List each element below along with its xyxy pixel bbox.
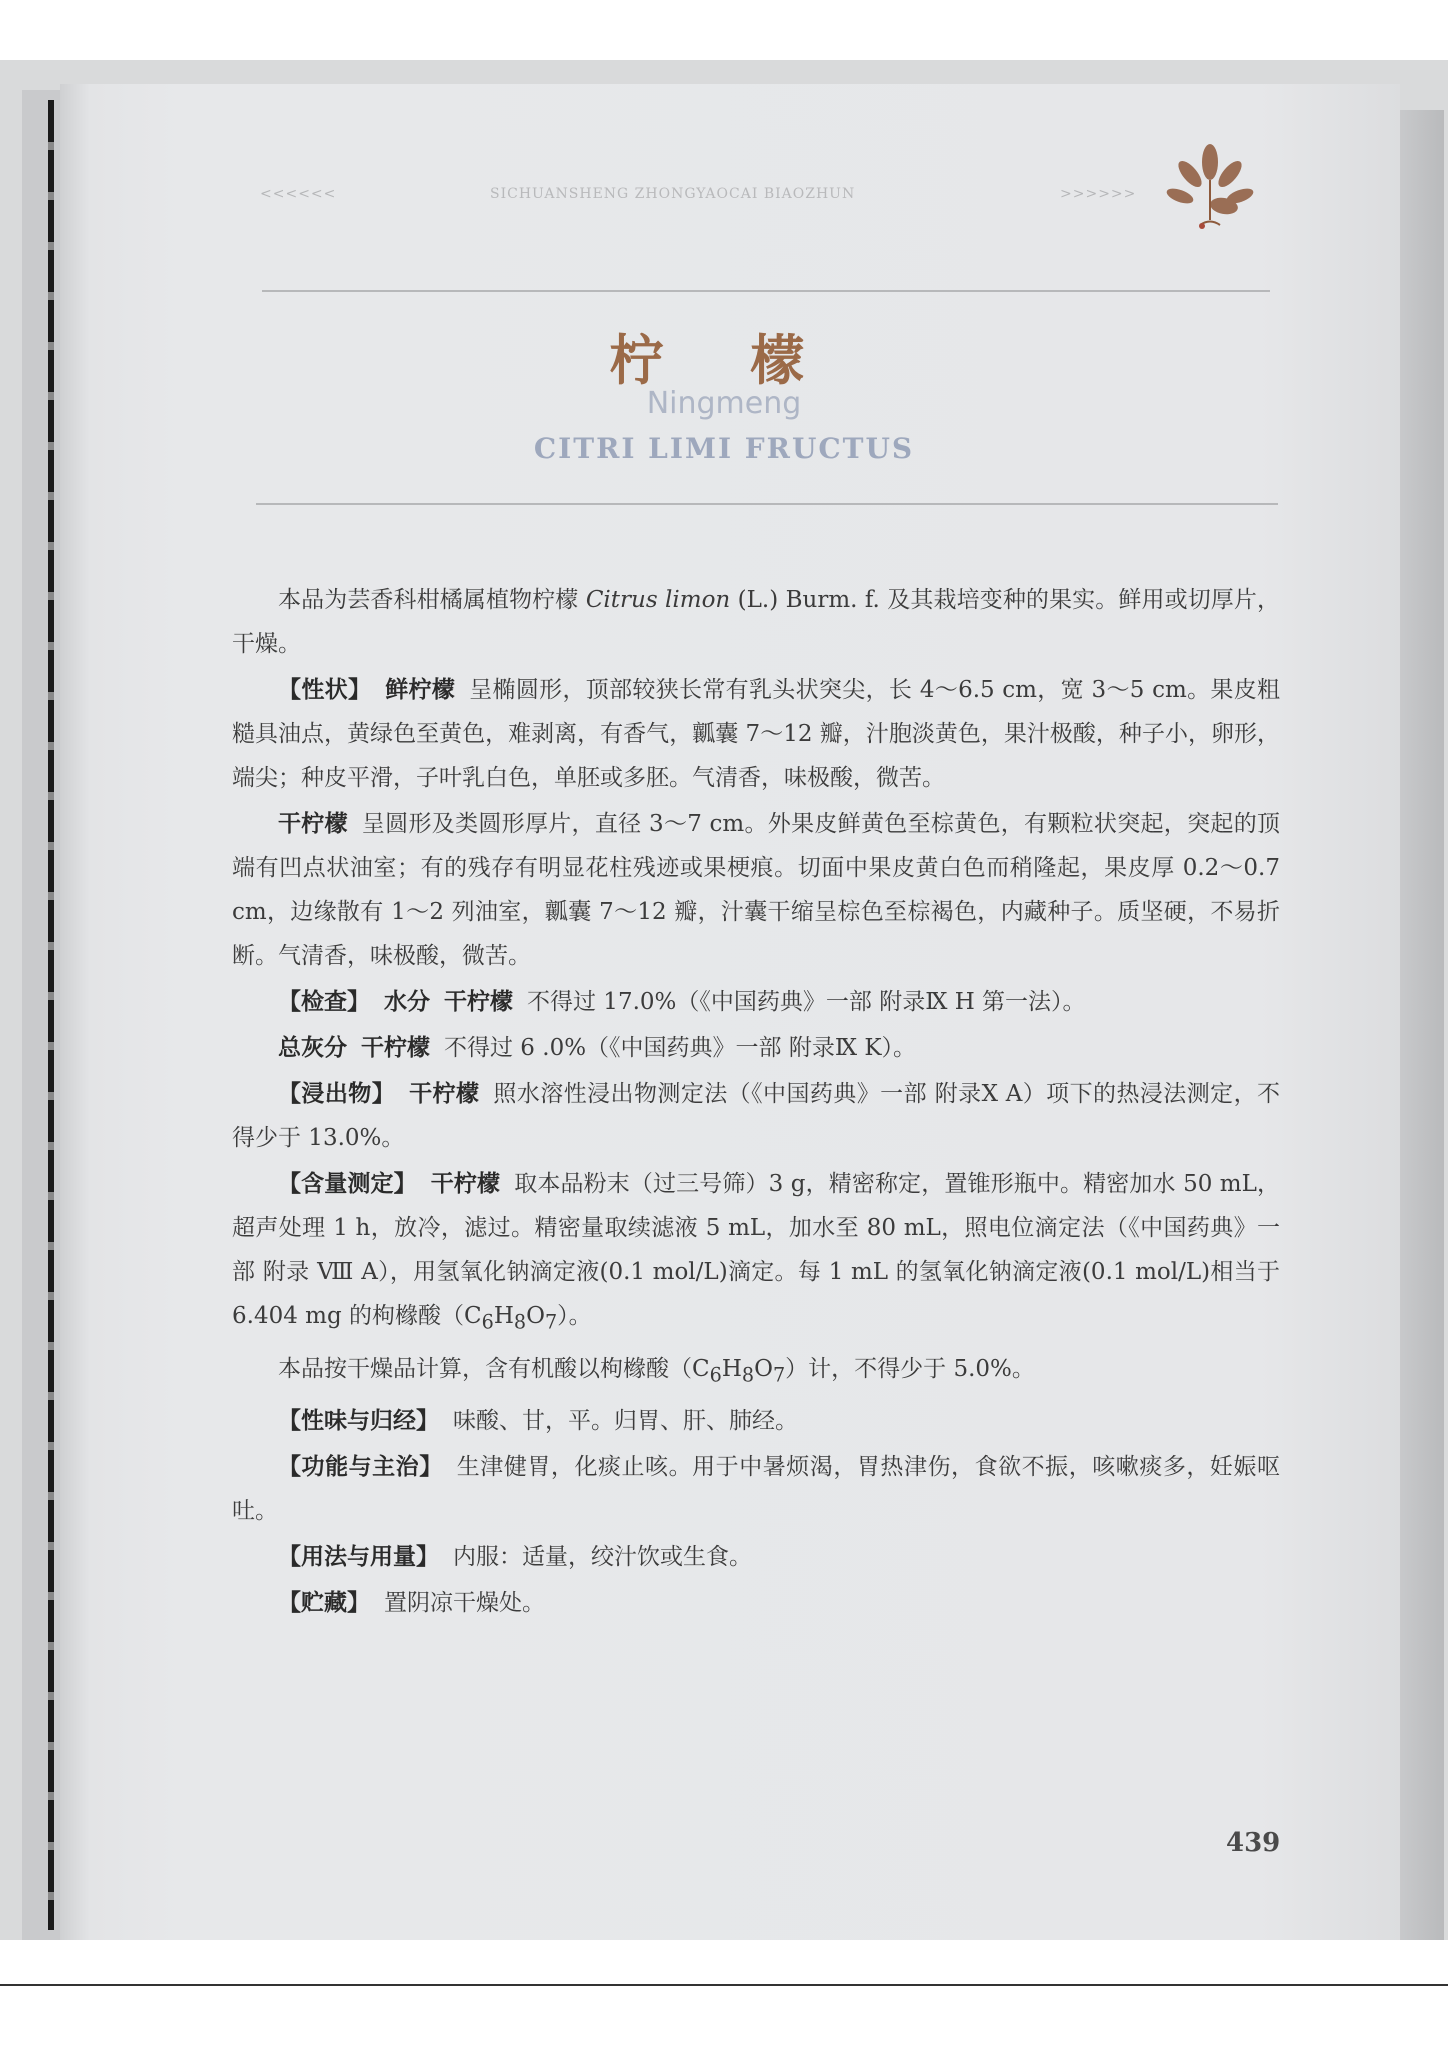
formula-part: H: [493, 1303, 514, 1329]
xingwei-text: 味酸、甘，平。归胃、肝、肺经。: [453, 1408, 798, 1435]
subscript: 6: [481, 1310, 494, 1334]
title-latin: CITRI LIMI FRUCTUS: [533, 432, 915, 465]
subscript: 7: [772, 1363, 786, 1387]
subscript: 6: [709, 1363, 722, 1387]
jiancha-text: 不得过 17.0%（《中国药典》一部 附录Ⅸ H 第一法）。: [527, 989, 1086, 1015]
hanliang-paragraph: [232, 1162, 1280, 1345]
title-pinyin: Ningmeng: [646, 386, 802, 421]
section-label: 【浸出物】: [278, 1081, 396, 1107]
ganzao-paragraph: [232, 1347, 1280, 1398]
formula-part: O: [754, 1355, 773, 1382]
intro-paragraph: [232, 578, 1280, 666]
section-label: 【用法与用量】: [278, 1544, 439, 1571]
ganzao-text: 本品按干燥品计算，含有机酸以枸橼酸（C: [278, 1355, 710, 1382]
section-label: 【含量测定】: [278, 1171, 417, 1197]
subscript: 8: [741, 1363, 755, 1387]
jinchuwu-paragraph: [232, 1072, 1280, 1160]
sub-label: 干柠檬: [430, 1171, 501, 1197]
xingzhuang-text: 呈椭圆形，顶部较狭长常有乳头状突尖，长 4～6.5 cm，宽 3～5 cm。果皮粗糙具油点，黄绿色至黄色，难剥离，有香气，瓤囊 7～12 瓣，汁胞淡黄色，果汁极酸，种子小，卵形，端尖；种皮平滑，子叶乳白色，单胚或多胚。气清香，味极酸，微苦。: [232, 677, 1281, 791]
xingzhuang-paragraph: [232, 668, 1280, 800]
zhucang-paragraph: [232, 1581, 1280, 1625]
intro-c: (L.) Burm. f. 及其栽培变种的果实。鲜用或切厚片，干燥。: [232, 587, 1281, 657]
section-label: 【性味与归经】: [278, 1408, 439, 1435]
section-label: 【性状】: [278, 677, 372, 703]
sub-label: 干柠檬: [444, 989, 513, 1015]
sub-label: 鲜柠檬: [385, 677, 456, 703]
sub-label: 干柠檬: [278, 811, 348, 837]
latin-species: Citrus limon: [585, 587, 731, 613]
monograph-body: [232, 578, 1280, 1625]
section-label: 【功能与主治】: [278, 1454, 443, 1481]
scan-border: [0, 1984, 1448, 1986]
section-label: 【检查】: [278, 989, 370, 1015]
title-rule: [256, 503, 1278, 505]
subscript: 7: [544, 1310, 558, 1334]
leaf-logo-icon: [1160, 140, 1260, 240]
jinchuwu-text: 照水溶性浸出物测定法（《中国药典》一部 附录X A）项下的热浸法测定，不得少于 13.0%。: [232, 1081, 1281, 1151]
header-arrows-left: <<<<<<: [260, 186, 337, 202]
huifen-paragraph: [232, 1026, 1280, 1070]
gongneng-paragraph: [232, 1445, 1280, 1533]
sub-label: 水分: [384, 989, 430, 1015]
running-title: SICHUANSHENG ZHONGYAOCAI BIAOZHUN: [490, 186, 856, 202]
section-label: 【贮藏】: [278, 1590, 370, 1617]
xingwei-paragraph: [232, 1399, 1280, 1443]
yongfa-text: 内服：适量，绞汁饮或生食。: [453, 1544, 752, 1571]
sub-label: 总灰分: [278, 1035, 347, 1061]
hanliang-text: 取本品粉末（过三号筛）3 g，精密称定，置锥形瓶中。精密加水 50 mL，超声处理 1 h，放冷，滤过。精密量取续滤液 5 mL，加水至 80 mL，照电位滴定法（《中国药典》一部 附录 Ⅷ A），用氢氧化钠滴定液(0.1 mol/L)滴定。每 1 mL 的氢氧化钠滴定液(0.1 mol/L)相当于 6.404 mg 的枸橼酸（C: [232, 1171, 1281, 1329]
intro-a: 本品为芸香科柑橘属植物柠檬: [278, 587, 586, 613]
yongfa-paragraph: [232, 1535, 1280, 1579]
sub-label: 干柠檬: [409, 1081, 480, 1107]
subscript: 8: [513, 1310, 527, 1334]
running-header: [260, 180, 1260, 210]
page-title: 柠 檬: [609, 328, 839, 392]
jiancha-paragraph: [232, 980, 1280, 1024]
sub-label: 干柠檬: [361, 1035, 430, 1061]
formula-part: O: [526, 1303, 545, 1329]
formula-part: ）。: [557, 1303, 592, 1329]
huifen-text: 不得过 6 .0%（《中国药典》一部 附录Ⅸ K）。: [444, 1035, 917, 1061]
formula-part: H: [721, 1355, 742, 1382]
page-number: 439: [1226, 1828, 1281, 1858]
top-rule: [262, 290, 1270, 292]
header-arrows-right: >>>>>>: [1060, 186, 1137, 202]
gongneng-text: 生津健胃，化痰止咳。用于中暑烦渴，胃热津伤，食欲不振，咳嗽痰多，妊娠呕吐。: [232, 1454, 1281, 1525]
gan-text: 呈圆形及类圆形厚片，直径 3～7 cm。外果皮鲜黄色至棕黄色，有颗粒状突起，突起的顶端有凹点状油室；有的残存有明显花柱残迹或果梗痕。切面中果皮黄白色而稍隆起，果皮厚 0.2～0.7 cm，边缘散有 1～2 列油室，瓤囊 7～12 瓣，汁囊干缩呈棕色至棕褐色，内藏种子。质坚硬，不易折断。气清香，味极酸，微苦。: [232, 811, 1280, 969]
formula-part: ）计，不得少于 5.0%。: [785, 1355, 1035, 1382]
zhucang-text: 置阴凉干燥处。: [384, 1590, 545, 1617]
gan-paragraph: [232, 802, 1280, 978]
